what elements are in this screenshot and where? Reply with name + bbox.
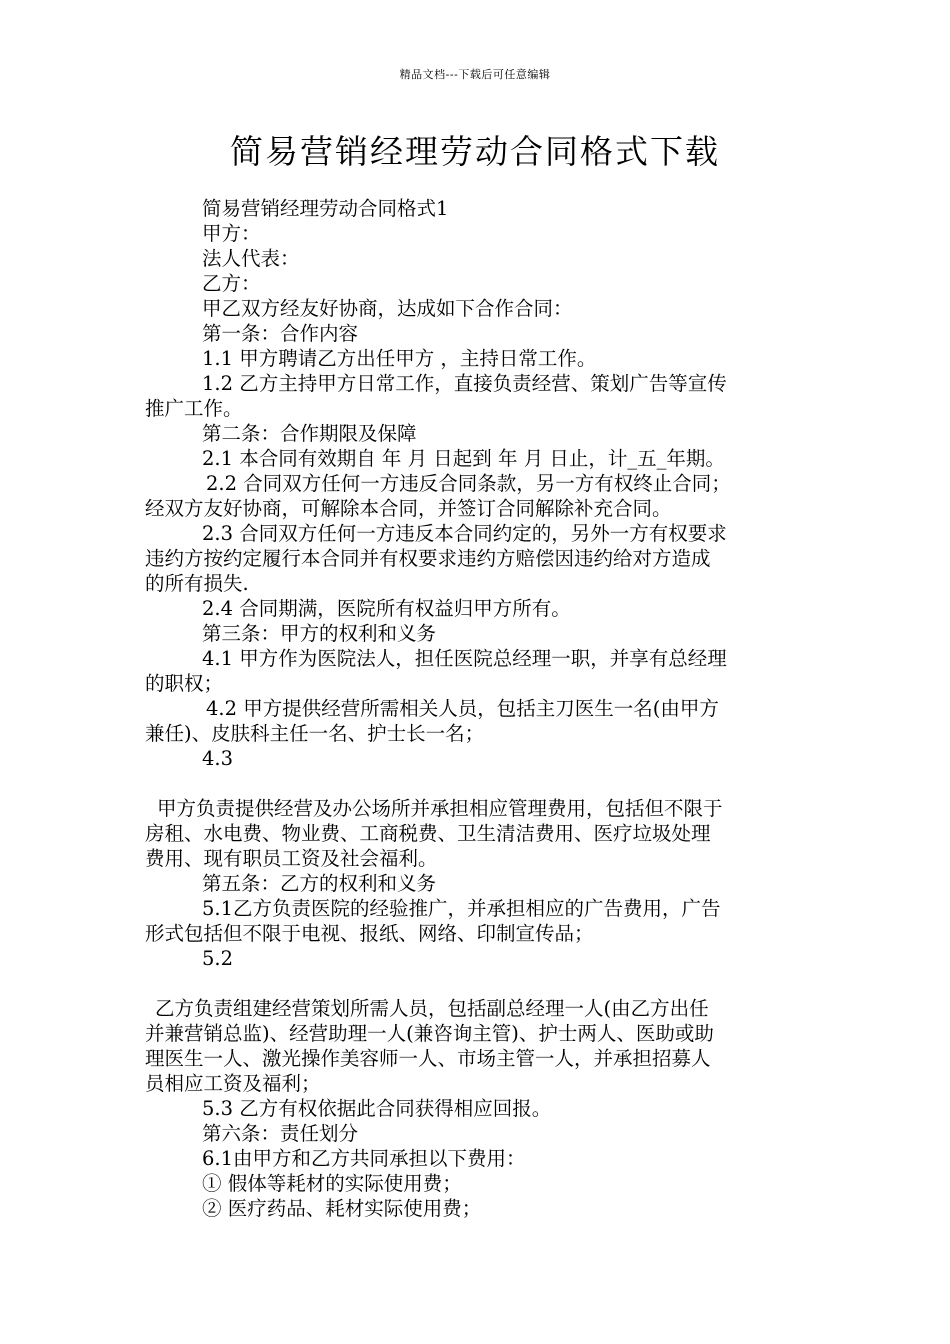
clause-2-2-line-1: 2.2 合同双方任何一方违反合同条款，另一方有权终止合同； <box>206 472 731 495</box>
clause-2-4: 2.4 合同期满，医院所有权益归甲方所有。 <box>202 597 571 620</box>
clause-4-2-line-2: 兼任)、皮肤科主任一名、护士长一名； <box>145 722 485 745</box>
legal-rep-line: 法人代表： <box>202 247 300 270</box>
clause-4-3-line-2: 房租、水电费、物业费、工商税费、卫生清洁费用、医疗垃圾处理 <box>145 822 711 845</box>
party-a-line: 甲方： <box>202 222 261 245</box>
clause-5-2-line-2: 并兼营销总监)、经营助理一人(兼咨询主管)、护士两人、医助或助 <box>145 1022 714 1045</box>
blank-line <box>145 971 815 996</box>
clause-1-2-line-1: 1.2 乙方主持甲方日常工作，直接负责经营、策划广告等宣传 <box>202 372 727 395</box>
clause-5-2-line-3: 理医生一人、激光操作美容师一人、市场主管一人，并承担招募人 <box>145 1047 711 1070</box>
clause-6-1: 6.1由甲方和乙方共同承担以下费用： <box>202 1147 526 1170</box>
clause-2-1: 2.1 本合同有效期自 年 月 日起到 年 月 日止，计_五_年期。 <box>202 447 725 470</box>
article-2-heading: 第二条：合作期限及保障 <box>202 422 417 445</box>
clause-2-3-line-3: 的所有损失. <box>145 572 249 595</box>
clause-4-3-number: 4.3 <box>202 747 234 770</box>
article-1-heading: 第一条：合作内容 <box>202 322 359 345</box>
cost-item-2: ② 医疗药品、耗材实际使用费； <box>202 1197 482 1220</box>
document-title: 简易营销经理劳动合同格式下载 <box>230 132 720 171</box>
clause-4-1-line-1: 4.1 甲方作为医院法人，担任医院总经理一职，并享有总经理 <box>202 647 727 670</box>
party-b-line: 乙方： <box>202 272 261 295</box>
clause-1-1: 1.1 甲方聘请乙方出任甲方 ，主持日常工作。 <box>202 347 597 370</box>
document-body <box>145 196 815 1221</box>
clause-5-2-line-1: 乙方负责组建经营策划所需人员，包括副总经理一人(由乙方出任 <box>155 997 709 1020</box>
clause-2-3-line-2: 违约方按约定履行本合同并有权要求违约方赔偿因违约给对方造成 <box>145 547 711 570</box>
clause-5-2-line-4: 员相应工资及福利； <box>145 1072 321 1095</box>
clause-5-1-line-1: 5.1乙方负责医院的经验推广，并承担相应的广告费用，广告 <box>202 897 721 920</box>
header-note: 精品文档---下载后可任意编辑 <box>399 68 551 81</box>
blank-line <box>145 771 815 796</box>
cost-item-1: ① 假体等耗材的实际使用费； <box>202 1172 462 1195</box>
clause-5-1-line-2: 形式包括但不限于电视、报纸、网络、印制宣传品； <box>145 922 594 945</box>
clause-5-3: 5.3 乙方有权依据此合同获得相应回报。 <box>202 1097 552 1120</box>
preamble-line: 甲乙双方经友好协商，达成如下合作合同： <box>202 297 573 320</box>
contract-heading: 简易营销经理劳动合同格式1 <box>202 197 449 220</box>
clause-4-3-line-1: 甲方负责提供经营及办公场所并承担相应管理费用，包括但不限于 <box>157 797 723 820</box>
clause-2-3-line-1: 2.3 合同双方任何一方违反本合同约定的，另外一方有权要求 <box>202 522 727 545</box>
article-5-heading: 第五条：乙方的权利和义务 <box>202 872 437 895</box>
clause-5-2-number: 5.2 <box>202 947 234 970</box>
article-3-heading: 第三条：甲方的权利和义务 <box>202 622 437 645</box>
clause-4-1-line-2: 的职权； <box>145 672 224 695</box>
clause-4-3-line-3: 费用、现有职员工资及社会福利。 <box>145 847 438 870</box>
clause-1-2-line-2: 推广工作。 <box>145 397 243 420</box>
clause-4-2-line-1: 4.2 甲方提供经营所需相关人员，包括主刀医生一名(由甲方 <box>206 697 719 720</box>
clause-2-2-line-2: 经双方友好协商，可解除本合同，并签订合同解除补充合同。 <box>145 497 672 520</box>
article-6-heading: 第六条：责任划分 <box>202 1122 359 1145</box>
